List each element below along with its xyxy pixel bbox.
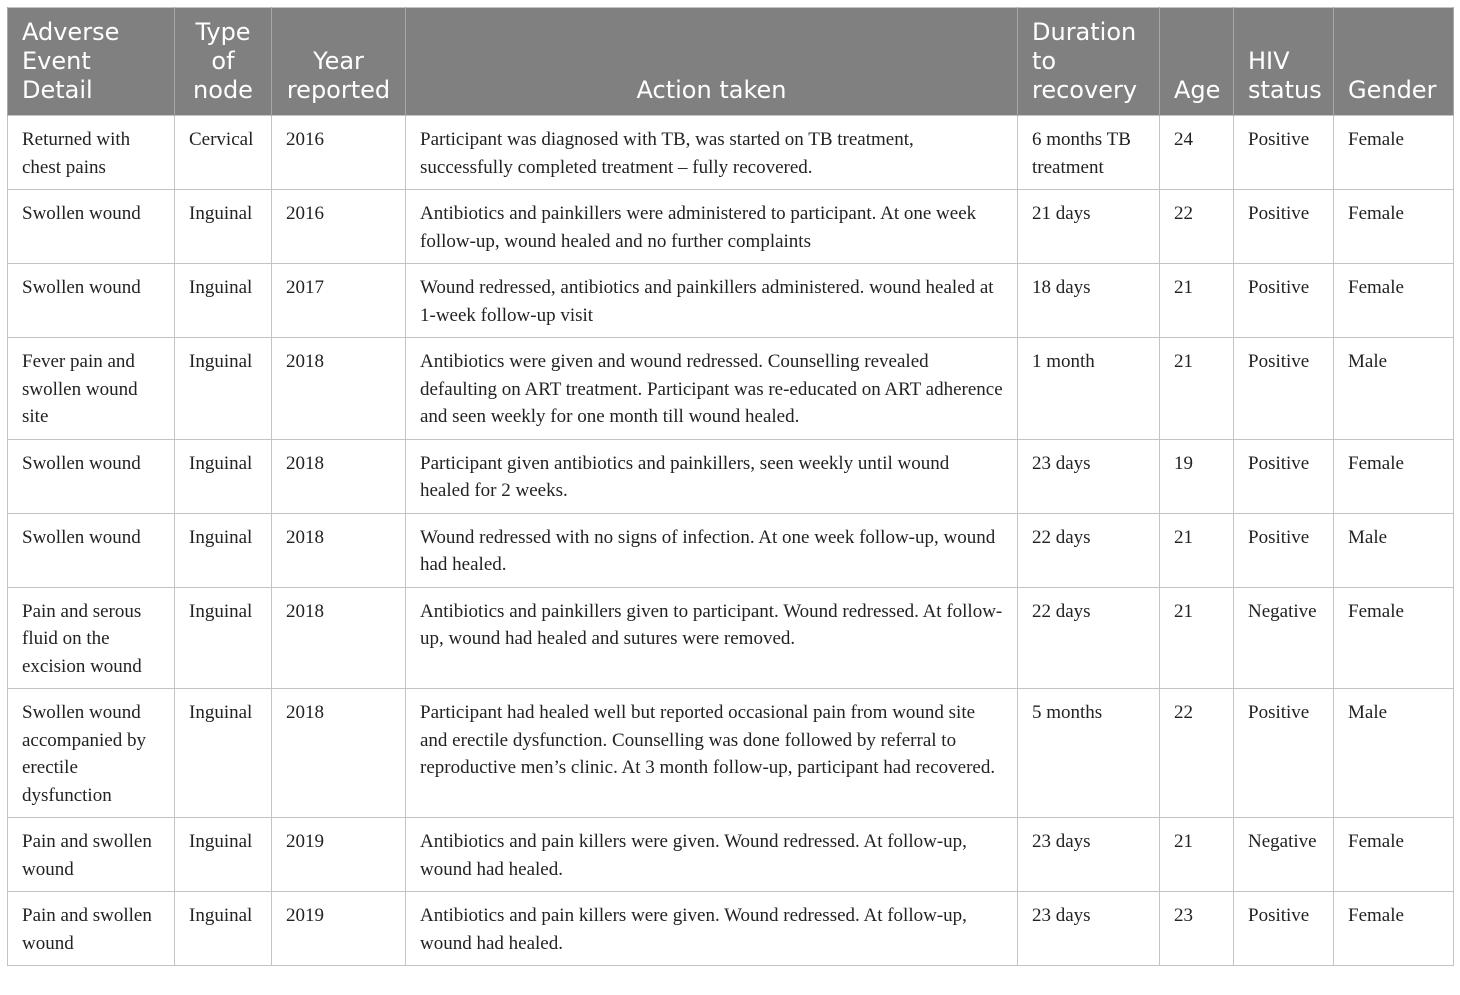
cell-action-taken: Antibiotics and painkillers were administered to participant. At one week follow-up, wound healed and no further complaints <box>406 190 1018 264</box>
cell-hiv-status: Negative <box>1234 587 1334 689</box>
cell-hiv-status: Positive <box>1234 116 1334 190</box>
cell-type-of-node: Inguinal <box>175 892 272 966</box>
header-adverse-event-detail: Adverse Event Detail <box>8 8 175 116</box>
cell-year-reported: 2019 <box>272 892 406 966</box>
cell-year-reported: 2018 <box>272 439 406 513</box>
header-age: Age <box>1160 8 1234 116</box>
cell-hiv-status: Positive <box>1234 439 1334 513</box>
table-row <box>8 190 1454 264</box>
cell-action-taken: Wound redressed, antibiotics and painkillers administered. wound healed at 1-week follow-up visit <box>406 264 1018 338</box>
cell-hiv-status: Positive <box>1234 892 1334 966</box>
header-gender: Gender <box>1334 8 1454 116</box>
cell-gender: Male <box>1334 689 1454 818</box>
cell-hiv-status: Positive <box>1234 264 1334 338</box>
cell-adverse-event-detail: Returned with chest pains <box>8 116 175 190</box>
cell-age: 19 <box>1160 439 1234 513</box>
cell-gender: Female <box>1334 264 1454 338</box>
cell-age: 21 <box>1160 338 1234 440</box>
cell-year-reported: 2017 <box>272 264 406 338</box>
cell-action-taken: Participant was diagnosed with TB, was started on TB treatment, successfully completed treatment – fully recovered. <box>406 116 1018 190</box>
cell-type-of-node: Inguinal <box>175 439 272 513</box>
cell-action-taken: Antibiotics and pain killers were given. Wound redressed. At follow-up, wound had healed. <box>406 892 1018 966</box>
cell-gender: Female <box>1334 116 1454 190</box>
cell-adverse-event-detail: Swollen wound <box>8 264 175 338</box>
cell-gender: Male <box>1334 513 1454 587</box>
cell-hiv-status: Positive <box>1234 689 1334 818</box>
cell-age: 22 <box>1160 689 1234 818</box>
cell-duration-to-recovery: 22 days <box>1018 587 1160 689</box>
cell-adverse-event-detail: Fever pain and swollen wound site <box>8 338 175 440</box>
adverse-events-table <box>7 7 1454 966</box>
table-row <box>8 513 1454 587</box>
table-row <box>8 338 1454 440</box>
table-row <box>8 818 1454 892</box>
cell-year-reported: 2018 <box>272 587 406 689</box>
header-type-of-node: Type of node <box>175 8 272 116</box>
cell-hiv-status: Positive <box>1234 513 1334 587</box>
table-row <box>8 689 1454 818</box>
cell-action-taken: Antibiotics and pain killers were given. Wound redressed. At follow-up, wound had healed. <box>406 818 1018 892</box>
cell-duration-to-recovery: 6 months TB treatment <box>1018 116 1160 190</box>
cell-type-of-node: Inguinal <box>175 338 272 440</box>
table-row <box>8 892 1454 966</box>
cell-age: 22 <box>1160 190 1234 264</box>
cell-age: 21 <box>1160 587 1234 689</box>
cell-gender: Female <box>1334 587 1454 689</box>
cell-action-taken: Wound redressed with no signs of infection. At one week follow-up, wound had healed. <box>406 513 1018 587</box>
table-body <box>8 116 1454 966</box>
cell-year-reported: 2019 <box>272 818 406 892</box>
header-row <box>8 8 1454 116</box>
cell-gender: Female <box>1334 190 1454 264</box>
cell-adverse-event-detail: Swollen wound <box>8 513 175 587</box>
cell-duration-to-recovery: 23 days <box>1018 818 1160 892</box>
cell-gender: Female <box>1334 439 1454 513</box>
cell-type-of-node: Inguinal <box>175 689 272 818</box>
adverse-events-table-container <box>7 7 1453 966</box>
table-row <box>8 439 1454 513</box>
header-action-taken: Action taken <box>406 8 1018 116</box>
cell-action-taken: Participant had healed well but reported occasional pain from wound site and erectile dysfunction. Counselling was done followed by referral to reproductive men’s clinic. At 3 month follow-up, participant had recovered. <box>406 689 1018 818</box>
cell-adverse-event-detail: Swollen wound <box>8 439 175 513</box>
cell-adverse-event-detail: Pain and serous fluid on the excision wound <box>8 587 175 689</box>
cell-duration-to-recovery: 23 days <box>1018 439 1160 513</box>
cell-hiv-status: Positive <box>1234 338 1334 440</box>
cell-type-of-node: Inguinal <box>175 587 272 689</box>
header-hiv-status: HIV status <box>1234 8 1334 116</box>
cell-duration-to-recovery: 21 days <box>1018 190 1160 264</box>
cell-duration-to-recovery: 22 days <box>1018 513 1160 587</box>
cell-age: 21 <box>1160 513 1234 587</box>
cell-type-of-node: Cervical <box>175 116 272 190</box>
table-header <box>8 8 1454 116</box>
cell-age: 24 <box>1160 116 1234 190</box>
cell-year-reported: 2018 <box>272 689 406 818</box>
cell-duration-to-recovery: 1 month <box>1018 338 1160 440</box>
cell-gender: Female <box>1334 892 1454 966</box>
cell-gender: Male <box>1334 338 1454 440</box>
cell-duration-to-recovery: 23 days <box>1018 892 1160 966</box>
table-row <box>8 264 1454 338</box>
cell-adverse-event-detail: Pain and swollen wound <box>8 818 175 892</box>
header-duration-to-recovery: Duration to recovery <box>1018 8 1160 116</box>
cell-adverse-event-detail: Pain and swollen wound <box>8 892 175 966</box>
table-row <box>8 587 1454 689</box>
cell-gender: Female <box>1334 818 1454 892</box>
cell-duration-to-recovery: 5 months <box>1018 689 1160 818</box>
cell-age: 23 <box>1160 892 1234 966</box>
cell-type-of-node: Inguinal <box>175 818 272 892</box>
cell-type-of-node: Inguinal <box>175 190 272 264</box>
header-year-reported: Year reported <box>272 8 406 116</box>
cell-type-of-node: Inguinal <box>175 264 272 338</box>
cell-adverse-event-detail: Swollen wound accompanied by erectile dysfunction <box>8 689 175 818</box>
cell-year-reported: 2016 <box>272 116 406 190</box>
cell-hiv-status: Negative <box>1234 818 1334 892</box>
table-row <box>8 116 1454 190</box>
cell-type-of-node: Inguinal <box>175 513 272 587</box>
cell-year-reported: 2018 <box>272 338 406 440</box>
cell-action-taken: Antibiotics were given and wound redressed. Counselling revealed defaulting on ART treatment. Participant was re-educated on ART adherence and seen weekly for one month till wound healed. <box>406 338 1018 440</box>
cell-age: 21 <box>1160 264 1234 338</box>
cell-hiv-status: Positive <box>1234 190 1334 264</box>
cell-year-reported: 2018 <box>272 513 406 587</box>
cell-action-taken: Participant given antibiotics and painkillers, seen weekly until wound healed for 2 weeks. <box>406 439 1018 513</box>
cell-action-taken: Antibiotics and painkillers given to participant. Wound redressed. At follow-up, wound had healed and sutures were removed. <box>406 587 1018 689</box>
cell-duration-to-recovery: 18 days <box>1018 264 1160 338</box>
cell-adverse-event-detail: Swollen wound <box>8 190 175 264</box>
cell-age: 21 <box>1160 818 1234 892</box>
cell-year-reported: 2016 <box>272 190 406 264</box>
